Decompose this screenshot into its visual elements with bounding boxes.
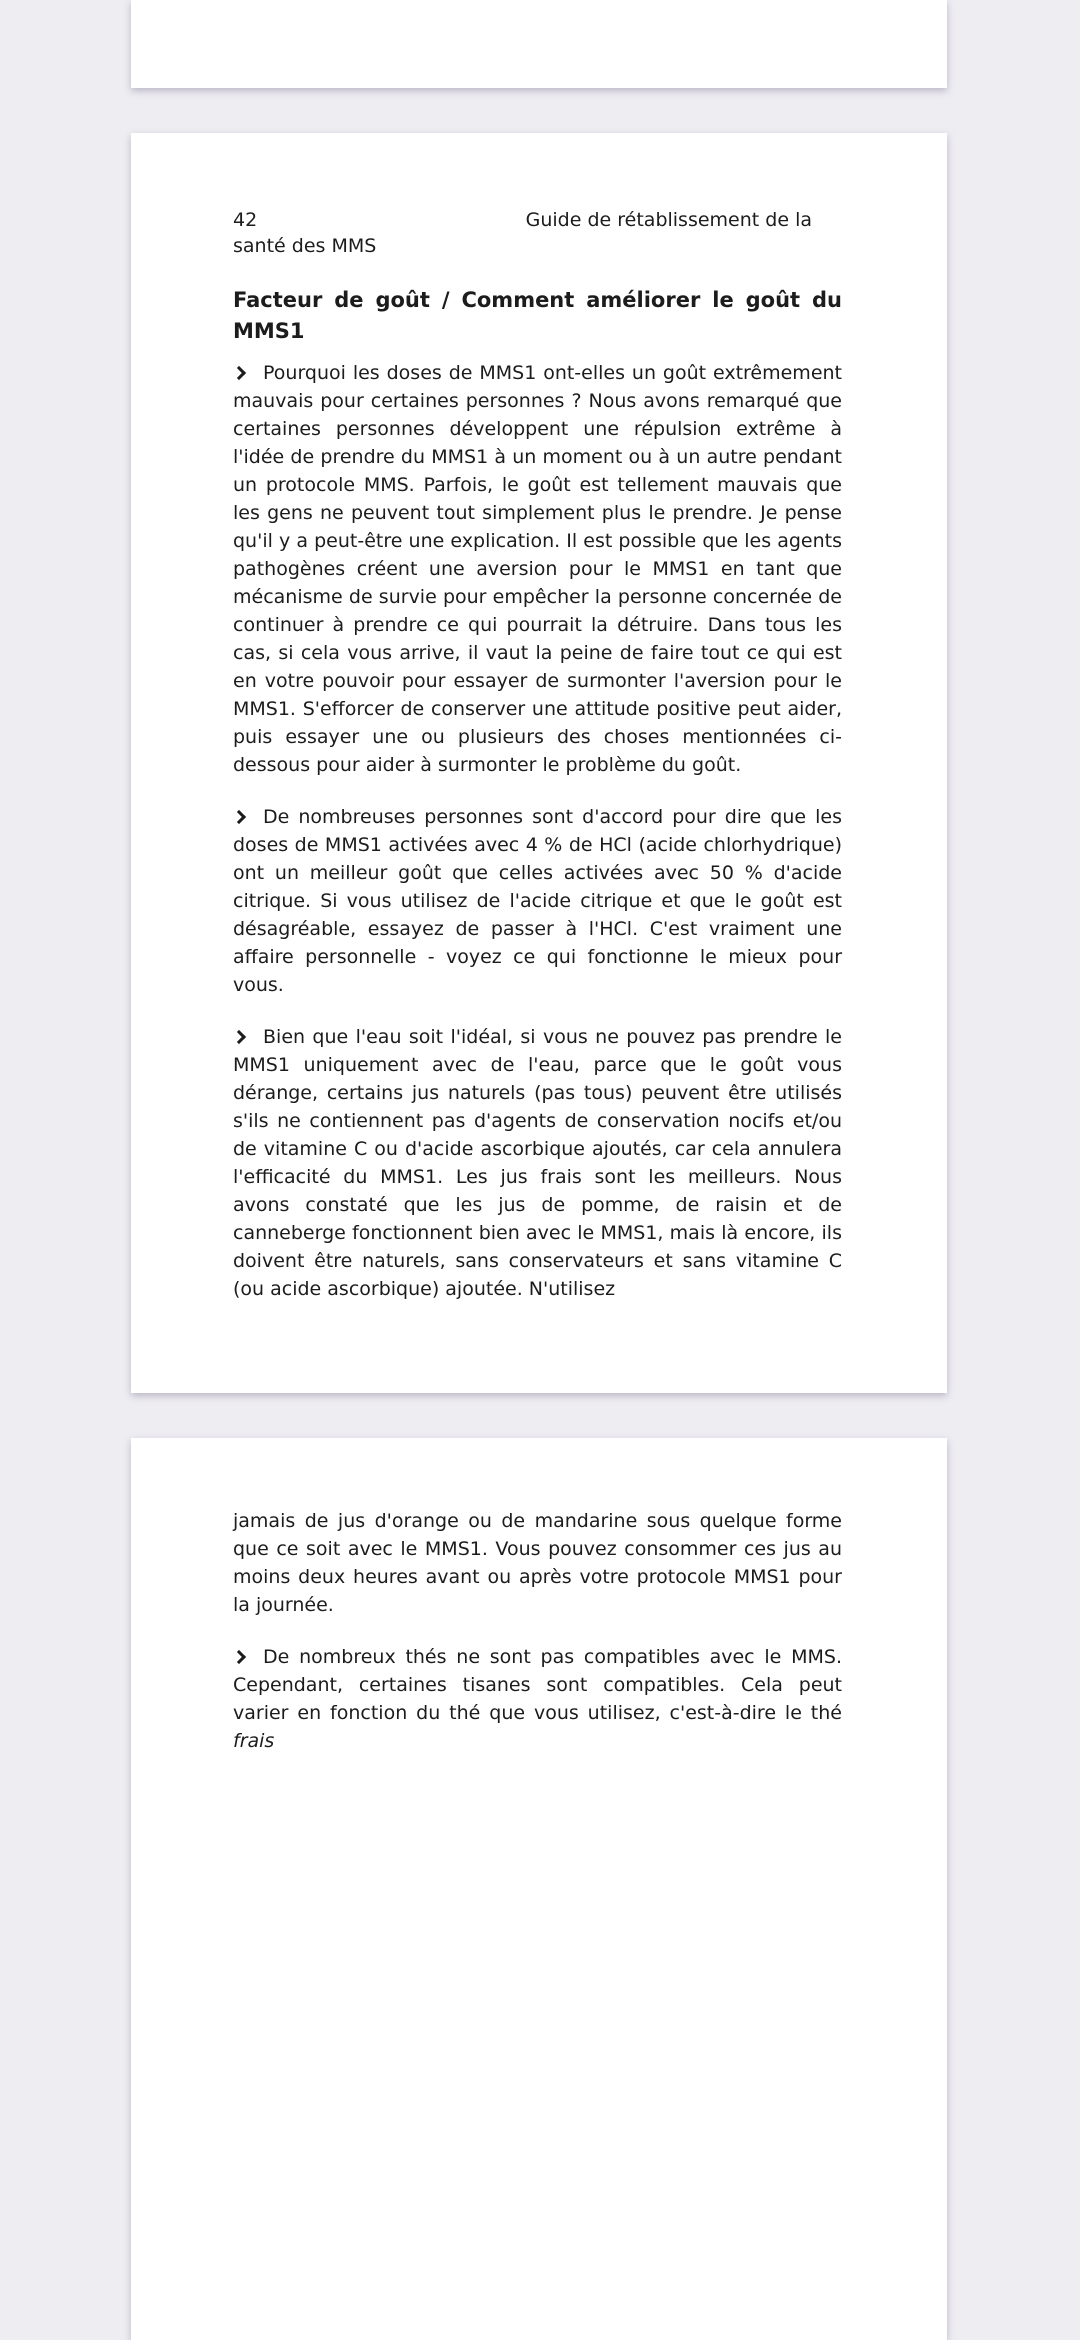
paragraph — [233, 359, 842, 779]
paragraph-text: Bien que l'eau soit l'idéal, si vous ne pouvez pas prendre le MMS1 uniquement avec de l'eau, parce que le goût vous dérange, certains jus naturels (pas tous) peuvent être utilisés s'ils ne contiennent pas d'agents de conservation nocifs et/ou de vitamine C ou d'acide ascorbique ajoutés, car cela annulera l'efficacité du MMS1. Les jus frais sont les meilleurs. Nous avons constaté que les jus de pomme, de raisin et de canneberge fonctionnent bien avec le MMS1, mais là encore, ils doivent être naturels, sans conservateurs et sans vitamine C (ou acide ascorbique) ajoutée. N'utilisez — [233, 1026, 842, 1300]
paragraph-continuation — [233, 1507, 842, 1619]
arrow-bullet-icon — [233, 1650, 246, 1663]
arrow-bullet-icon — [233, 366, 246, 379]
paragraph-text-italic: frais — [233, 1730, 275, 1752]
paragraph — [233, 1023, 842, 1303]
paragraph-text: jamais de jus d'orange ou de mandarine sous quelque forme que ce soit avec le MMS1. Vous pouvez consommer ces jus au moins deux heures avant ou après votre protocole MMS1 pour la journée. — [233, 1510, 842, 1616]
paragraph-text: De nombreuses personnes sont d'accord pour dire que les doses de MMS1 activées avec 4 % de HCl (acide chlorhydrique) ont un meilleur goût que celles activées avec 50 % d'acide citrique. Si vous utilisez de l'acide citrique et que le goût est désagréable, essayez de passer à l'HCl. C'est vraiment une affaire personnelle - voyez ce qui fonctionne le mieux pour vous. — [233, 806, 842, 996]
arrow-bullet-icon — [233, 810, 246, 823]
page-42 — [131, 133, 947, 1393]
page-number: 42 — [233, 209, 258, 231]
page-43 — [131, 1438, 947, 2340]
paragraph-text: De nombreux thés ne sont pas compatibles avec le MMS. Cependant, certaines tisanes sont compatibles. Cela peut varier en fonction du thé que vous utilisez, c'est-à-dire le thé — [233, 1646, 842, 1724]
paragraph — [233, 1643, 842, 1755]
document-title: Guide de rétablissement de la — [525, 209, 812, 231]
section-title: Facteur de goût / Comment améliorer le goût du MMS1 — [233, 288, 842, 343]
running-header — [233, 207, 842, 233]
paragraph — [233, 803, 842, 999]
arrow-bullet-icon — [233, 1030, 246, 1043]
paragraph-text: Pourquoi les doses de MMS1 ont-elles un goût extrêmement mauvais pour certaines personnes ? Nous avons remarqué que certaines personnes développent une répulsion extrême à l'idée de prendre du MMS1 à un moment ou à un autre pendant un protocole MMS. Parfois, le goût est tellement mauvais que les gens ne peuvent tout simplement plus le prendre. Je pense qu'il y a peut-être une explication. Il est possible que les agents pathogènes créent une aversion pour le MMS1 en tant que mécanisme de survie pour empêcher la personne concernée de continuer à prendre ce qui pourrait la détruire. Dans tous les cas, si cela vous arrive, il vaut la peine de faire tout ce qui est en votre pouvoir pour essayer de surmonter l'aversion pour le MMS1. S'efforcer de conserver une attitude positive peut aider, puis essayer une ou plusieurs des choses mentionnées ci-dessous pour aider à surmonter le problème du goût. — [233, 362, 842, 776]
document-title-wrap: santé des MMS — [233, 235, 377, 257]
page-previous-bottom — [131, 0, 947, 88]
